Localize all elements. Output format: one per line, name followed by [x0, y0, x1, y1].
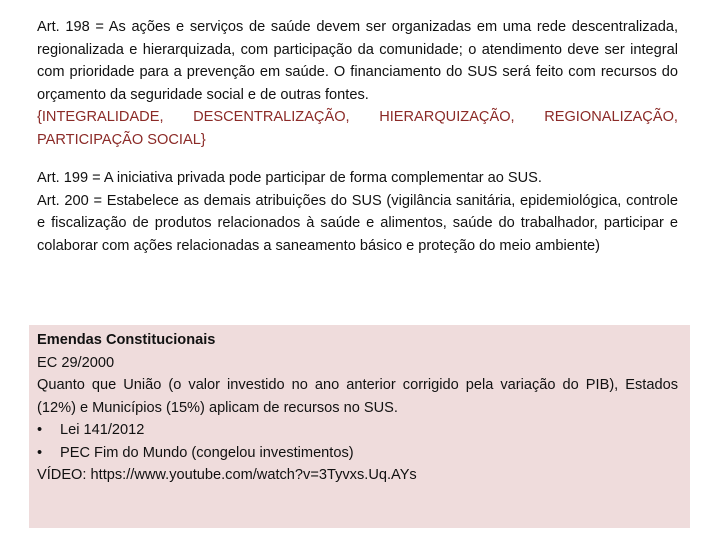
art-200-text: = Estabelece as demais atribuições do SUS (vigilância sanitária, epidemiológica, controle e fiscalização de produtos relacionados à saúde e alimentos, saúde do trabalhador, participar e colaborar com ações relacionadas a saneamento básico e proteção do meio ambiente)	[37, 192, 678, 254]
list-item	[37, 442, 678, 465]
emendas-box	[29, 325, 690, 528]
ec-reference: EC 29/2000	[37, 354, 115, 371]
ec-description: Quanto que União (o valor investido no ano anterior corrigido pela variação do PIB), Estados (12%) e Municípios (15%) aplicam de recursos no SUS.	[37, 377, 678, 416]
art-199-text: = A iniciativa privada pode participar de forma complementar ao SUS.	[88, 170, 542, 186]
art-200-label: Art. 200	[37, 192, 89, 209]
emendas-title: Emendas Constitucionais	[37, 332, 216, 348]
art-198-text: = As ações e serviços de saúde devem ser organizadas em uma rede descentralizada, regionalizada e hierarquizada, com participação da comunidade; o atendimento deve ser integral com prioridade para a prevenção em saúde. O financiamento do SUS será feito com recursos do orçamento da seguridade social e de outras fontes.	[37, 19, 678, 103]
bullet-icon: •	[37, 444, 43, 461]
bullet-text: Lei 141/2012	[60, 422, 145, 438]
art-198-paragraph	[37, 16, 678, 106]
bullet-text: PEC Fim do Mundo (congelou investimentos)	[60, 444, 354, 461]
bullet-icon: •	[37, 422, 43, 438]
principles-list: {INTEGRALIDADE, DESCENTRALIZAÇÃO, HIERARQUIZAÇÃO, REGIONALIZAÇÃO, PARTICIPAÇÃO SOCIAL}	[37, 109, 678, 148]
art-199-paragraph	[37, 167, 678, 190]
art-200-paragraph	[37, 190, 678, 258]
video-link[interactable]: VÍDEO: https://www.youtube.com/watch?v=3Tyvxs.Uq.AYs	[37, 467, 417, 483]
art-198-label: Art. 198	[37, 19, 90, 35]
articles-section	[37, 16, 678, 257]
list-item	[37, 419, 678, 442]
spacer	[37, 151, 678, 167]
art-199-label: Art. 199	[37, 170, 89, 186]
